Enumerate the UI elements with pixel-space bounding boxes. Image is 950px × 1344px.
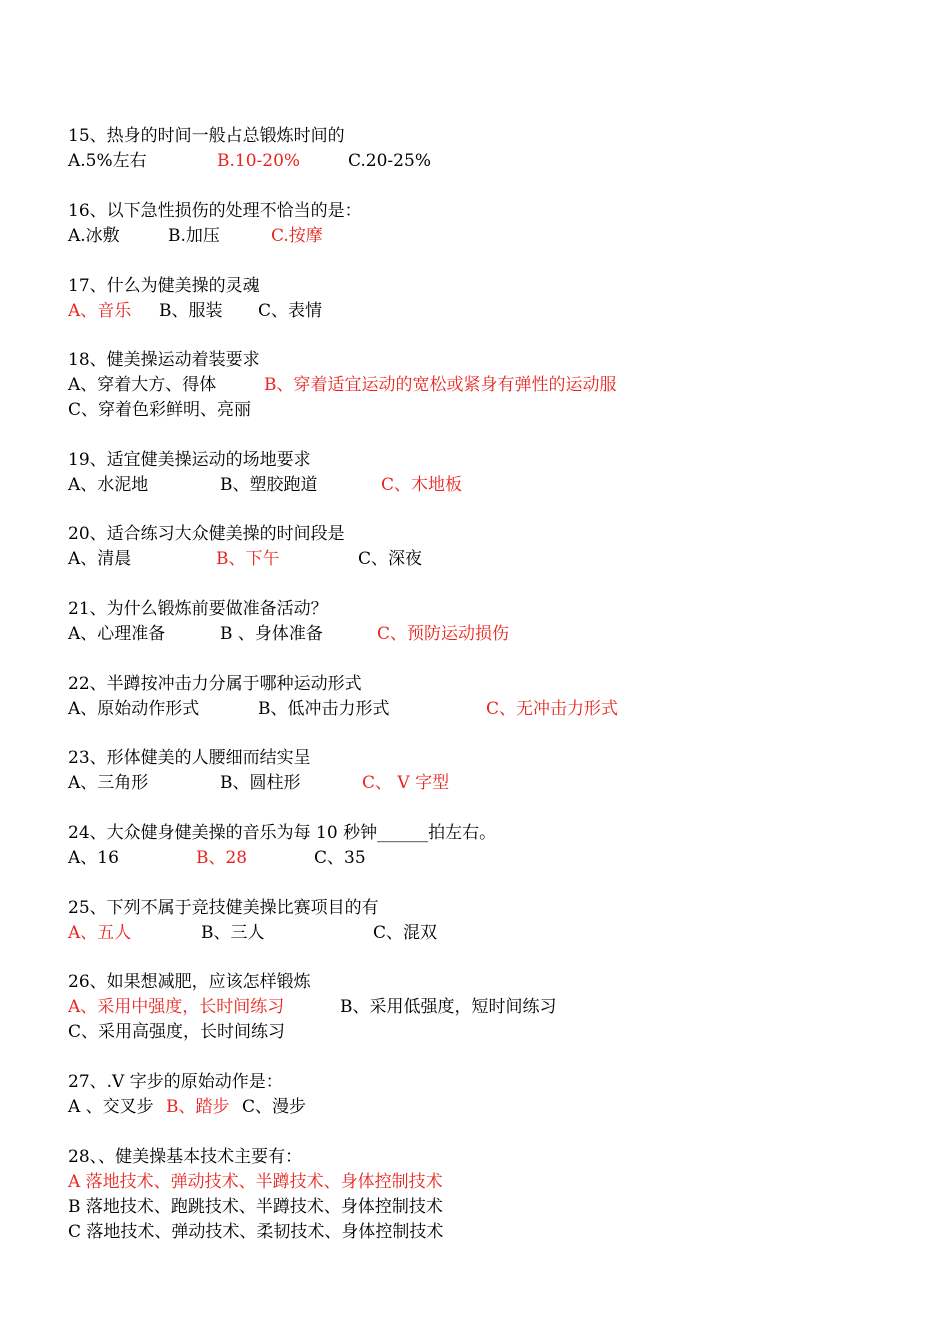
option-b: B、采用低强度，短时间练习 [340, 997, 557, 1017]
option-a: A.5%左右 [68, 151, 147, 171]
question-23-stem: 23、形体健美的人腰细而结实呈 [68, 748, 311, 768]
option-a: A、三角形 [68, 773, 149, 793]
option-a: A、清晨 [68, 549, 132, 569]
option-b: B.加压 [168, 226, 220, 246]
option-c-answer: C、无冲击力形式 [486, 699, 619, 719]
option-a: A、穿着大方、得体 [68, 375, 217, 395]
question-15-stem: 15、热身的时间一般占总锻炼时间的 [68, 126, 345, 146]
question-26-option-c: C、采用高强度，长时间练习 [68, 1022, 286, 1042]
option-b-answer: B、踏步 [166, 1097, 230, 1117]
question-19-stem: 19、适宜健美操运动的场地要求 [68, 450, 311, 470]
option-b: B、低冲击力形式 [258, 699, 390, 719]
option-b: B 、身体准备 [220, 624, 323, 644]
question-20-stem: 20、适合练习大众健美操的时间段是 [68, 524, 345, 544]
question-18-option-c: C、穿着色彩鲜明、亮丽 [68, 400, 252, 420]
question-25-stem: 25、下列不属于竞技健美操比赛项目的有 [68, 898, 379, 918]
option-c: C.20-25% [348, 151, 431, 171]
option-c-answer: C、 V 字型 [362, 773, 450, 793]
option-a: A、16 [68, 848, 119, 868]
question-28-option-b: B 落地技术、跑跳技术、半蹲技术、身体控制技术 [68, 1197, 443, 1217]
question-28-stem: 28、、健美操基本技术主要有： [68, 1147, 303, 1167]
question-21-stem: 21、为什么锻炼前要做准备活动？ [68, 599, 328, 619]
option-c-answer: C、木地板 [381, 475, 463, 495]
option-a-answer: A、音乐 [68, 301, 132, 321]
option-c: C、35 [314, 848, 366, 868]
option-b-answer: B.10-20% [217, 151, 301, 171]
option-b-answer: B、下午 [216, 549, 280, 569]
option-a: A.冰敷 [68, 226, 120, 246]
option-a: A、水泥地 [68, 475, 149, 495]
question-16-stem: 16、以下急性损伤的处理不恰当的是： [68, 201, 362, 221]
question-27-stem: 27、.V 字步的原始动作是： [68, 1072, 283, 1092]
option-b: B、三人 [201, 923, 265, 943]
option-c: C、深夜 [358, 549, 423, 569]
question-28-option-a-answer: A 落地技术、弹动技术、半蹲技术、身体控制技术 [68, 1172, 443, 1192]
option-a: A 、交叉步 [68, 1097, 154, 1117]
option-b-answer: B、穿着适宜运动的宽松或紧身有弹性的运动服 [264, 375, 617, 395]
question-18-stem: 18、健美操运动着装要求 [68, 350, 260, 370]
question-28-option-c: C 落地技术、弹动技术、柔韧技术、身体控制技术 [68, 1222, 444, 1242]
option-c-answer: C、预防运动损伤 [377, 624, 510, 644]
question-24-stem: 24、大众健身健美操的音乐为每 10 秒钟______拍左右。 [68, 823, 497, 843]
option-b-answer: B、28 [196, 848, 248, 868]
option-c-answer: C.按摩 [271, 226, 323, 246]
option-b: B、服装 [159, 301, 223, 321]
question-26-stem: 26、如果想减肥，应该怎样锻炼 [68, 972, 311, 992]
option-b: B、圆柱形 [220, 773, 301, 793]
option-a: A、心理准备 [68, 624, 166, 644]
question-22-stem: 22、半蹲按冲击力分属于哪种运动形式 [68, 674, 362, 694]
option-c: C、表情 [258, 301, 323, 321]
option-b: B、塑胶跑道 [220, 475, 318, 495]
option-a: A、原始动作形式 [68, 699, 200, 719]
question-17-stem: 17、什么为健美操的灵魂 [68, 276, 260, 296]
option-a-answer: A、五人 [68, 923, 132, 943]
option-a-answer: A、采用中强度，长时间练习 [68, 997, 285, 1017]
option-c: C、漫步 [242, 1097, 307, 1117]
option-c: C、混双 [373, 923, 438, 943]
